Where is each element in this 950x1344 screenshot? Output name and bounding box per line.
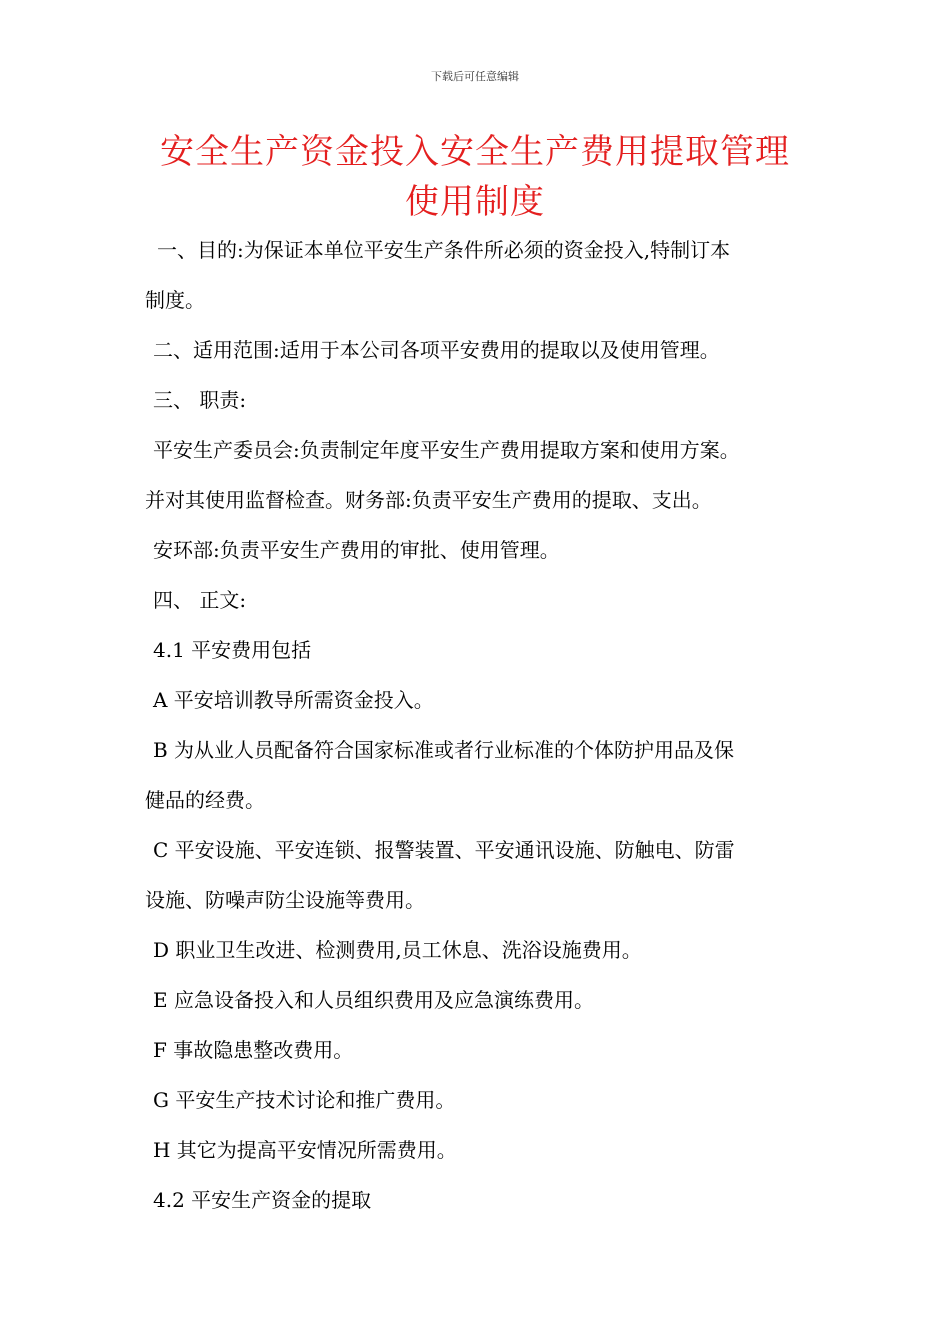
document-title-line-1: 安全生产资金投入安全生产费用提取管理 xyxy=(160,132,790,172)
list-item-e: E 应急设备投入和人员组织费用及应急演练费用。 xyxy=(153,988,594,1012)
subsection-4-2: 4.2 平安生产资金的提取 xyxy=(153,1188,372,1212)
list-item-h: H 其它为提高平安情况所需费用。 xyxy=(153,1138,457,1162)
header-note: 下载后可任意编辑 xyxy=(431,70,519,83)
document-body xyxy=(145,227,815,1227)
section-body-heading: 四、 正文: xyxy=(153,588,247,612)
section-purpose: 一、目的:为保证本单位平安生产条件所必须的资金投入,特制订本 xyxy=(157,238,731,262)
list-item-g: G 平安生产技术讨论和推广费用。 xyxy=(153,1088,456,1112)
duty-environment-dept: 安环部:负责平安生产费用的审批、使用管理。 xyxy=(153,538,560,562)
list-item-b-continued: 健品的经费。 xyxy=(145,788,265,812)
duty-safety-committee: 平安生产委员会:负责制定年度平安生产费用提取方案和使用方案。 xyxy=(153,438,740,462)
list-item-a: A 平安培训教导所需资金投入。 xyxy=(153,688,434,712)
section-scope: 二、适用范围:适用于本公司各项平安费用的提取以及使用管理。 xyxy=(153,338,720,362)
list-item-c: C 平安设施、平安连锁、报警装置、平安通讯设施、防触电、防雷 xyxy=(153,838,735,862)
list-item-d: D 职业卫生改进、检测费用,员工休息、洗浴设施费用。 xyxy=(153,938,642,962)
section-purpose-continued: 制度。 xyxy=(145,288,205,312)
list-item-b: B 为从业人员配备符合国家标准或者行业标准的个体防护用品及保 xyxy=(153,738,735,762)
section-duties-heading: 三、 职责: xyxy=(153,388,247,412)
document-title-line-2: 使用制度 xyxy=(405,182,545,222)
duty-finance: 并对其使用监督检查。财务部:负责平安生产费用的提取、支出。 xyxy=(145,488,712,512)
subsection-4-1: 4.1 平安费用包括 xyxy=(153,638,312,662)
list-item-c-continued: 设施、防噪声防尘设施等费用。 xyxy=(145,888,425,912)
list-item-f: F 事故隐患整改费用。 xyxy=(153,1038,354,1062)
